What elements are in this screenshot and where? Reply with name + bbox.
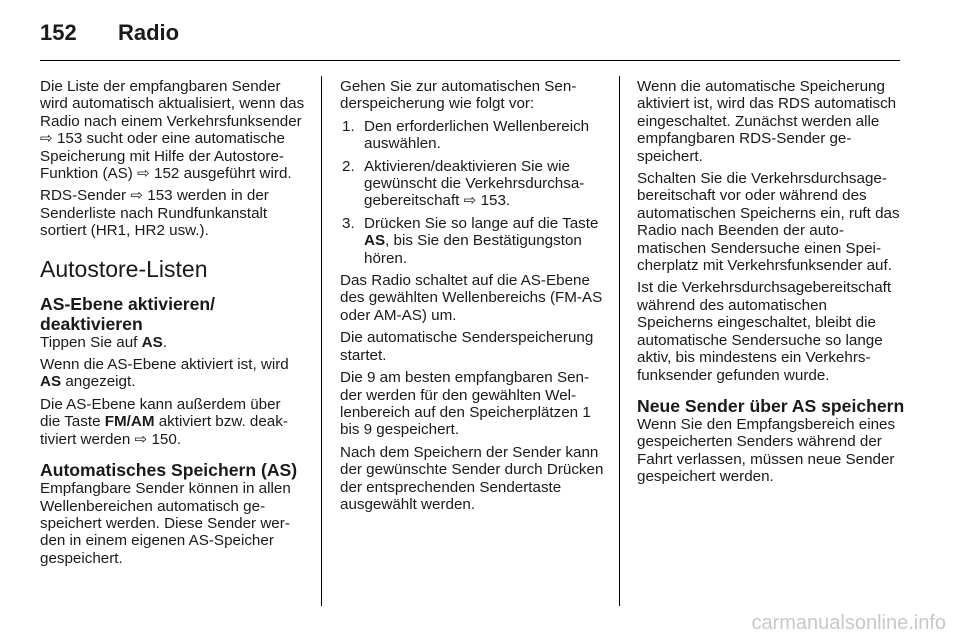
paragraph: [40, 356, 305, 391]
subsection-heading: Automatisches Speichern (AS): [40, 460, 298, 481]
text: .: [162, 333, 167, 351]
subsection-heading: Neue Sender über AS speichern: [637, 395, 905, 416]
header-rule: [40, 60, 900, 61]
text: Die AS-Ebene kann außerdem über die Taste: [40, 395, 281, 431]
paragraph: [40, 334, 305, 351]
steps-list: [340, 118, 605, 267]
paragraph: RDS-Sender ⇨ 153 werden in der Senderliste nach Rundfunkanstalt sortiert (HR1, HR2 usw.).: [40, 187, 269, 240]
step-number: 3.: [342, 214, 355, 232]
step-number: 2.: [342, 157, 355, 175]
text: angezeigt.: [61, 373, 136, 391]
paragraph: Wenn die automatische Speicherung aktiviert ist, wird das RDS automatisch eingeschaltet. Zunächst werden alle empfangbaren RDS-Sender gespeichert.: [637, 78, 897, 165]
button-label-as: AS: [364, 232, 386, 250]
paragraph: Empfangbare Sender können in allen Wellenbereichen automatisch gespeichert werden. Diese Sender werden in einem eigenen AS-Speicher gespeichert.: [40, 480, 291, 567]
list-item: [340, 158, 605, 210]
paragraph: Das Radio schaltet auf die AS-Ebene des gewählten Wellenbereichs (FM-AS oder AM-AS) um.: [340, 272, 603, 324]
page-header: [40, 14, 900, 54]
step-text: , bis Sie den Bestätigungston hören.: [364, 232, 582, 267]
column-divider: [619, 76, 620, 606]
step-text: Den erforderlichen Wellenbereich auswählen.: [364, 117, 590, 153]
list-item: [340, 118, 605, 153]
button-label-fmam: FM/AM: [104, 413, 155, 431]
paragraph: Gehen Sie zur automatischen Senderspeicherung wie folgt vor:: [340, 78, 577, 113]
column-2: [340, 78, 605, 518]
button-label-as: AS: [141, 333, 163, 351]
text: Tippen Sie auf: [40, 333, 142, 351]
paragraph: Die automatische Senderspeicherung startet.: [340, 329, 594, 364]
step-text: Aktivieren/deaktivieren Sie wie gewünscht die Verkehrsdurchsagebereitschaft ⇨ 153.: [364, 157, 585, 210]
text: Wenn die AS-Ebene aktiviert ist, wird: [40, 356, 289, 374]
paragraph: Schalten Sie die Verkehrsdurchsagebereitschaft vor oder während des automatischen Speicherns ein, ruft das Radio nach Beenden der automatischen Sendersuche einen Speicherplatz mit Verkehrsfunksender auf.: [637, 170, 900, 275]
watermark: carmanualsonline.info: [751, 612, 946, 634]
paragraph: Ist die Verkehrsdurchsagebereitschaft während des automatischen Speicherns eingeschaltet, bleibt die automatische Sendersuche so lange aktiv, bis mindestens ein Verkehrsfunksender gefunden wurde.: [637, 279, 892, 384]
page-number: 152: [40, 20, 77, 45]
list-item: [340, 215, 605, 267]
subsection-heading: AS-Ebene aktivieren/ deaktivieren: [40, 293, 216, 334]
paragraph: Nach dem Speichern der Sender kann der gewünschte Sender durch Drücken der entsprechenden Sendertaste ausgewählt werden.: [340, 443, 604, 513]
step-text: Drücken Sie so lange auf die Taste: [364, 214, 599, 232]
button-label-as: AS: [40, 373, 62, 391]
paragraph: Wenn Sie den Empfangsbereich eines gespeicherten Senders während der Fahrt verlassen, müssen neue Sender gespeichert werden.: [637, 415, 896, 486]
text: aktiviert bzw. deaktiviert werden ⇨ 150.: [40, 413, 288, 448]
paragraph: Die Liste der empfangbaren Sender wird automatisch aktualisiert, wenn das Radio nach einem Verkehrsfunksender ⇨ 153 sucht oder eine automatische Speicherung mit Hilfe der Autostore-Funktion (AS) ⇨ 152 ausgeführt wird.: [40, 78, 305, 183]
paragraph: Die 9 am besten empfangbaren Sender werden für den gewählten Wellenbereich auf den Speicherplätzen 1 bis 9 gespeichert.: [340, 369, 591, 439]
step-number: 1.: [342, 117, 355, 135]
column-divider: [321, 76, 322, 606]
page-title: Radio: [118, 20, 180, 45]
column-1: [40, 78, 305, 572]
column-3: [637, 78, 905, 491]
paragraph: [40, 396, 305, 448]
section-heading: Autostore-Listen: [40, 255, 208, 282]
